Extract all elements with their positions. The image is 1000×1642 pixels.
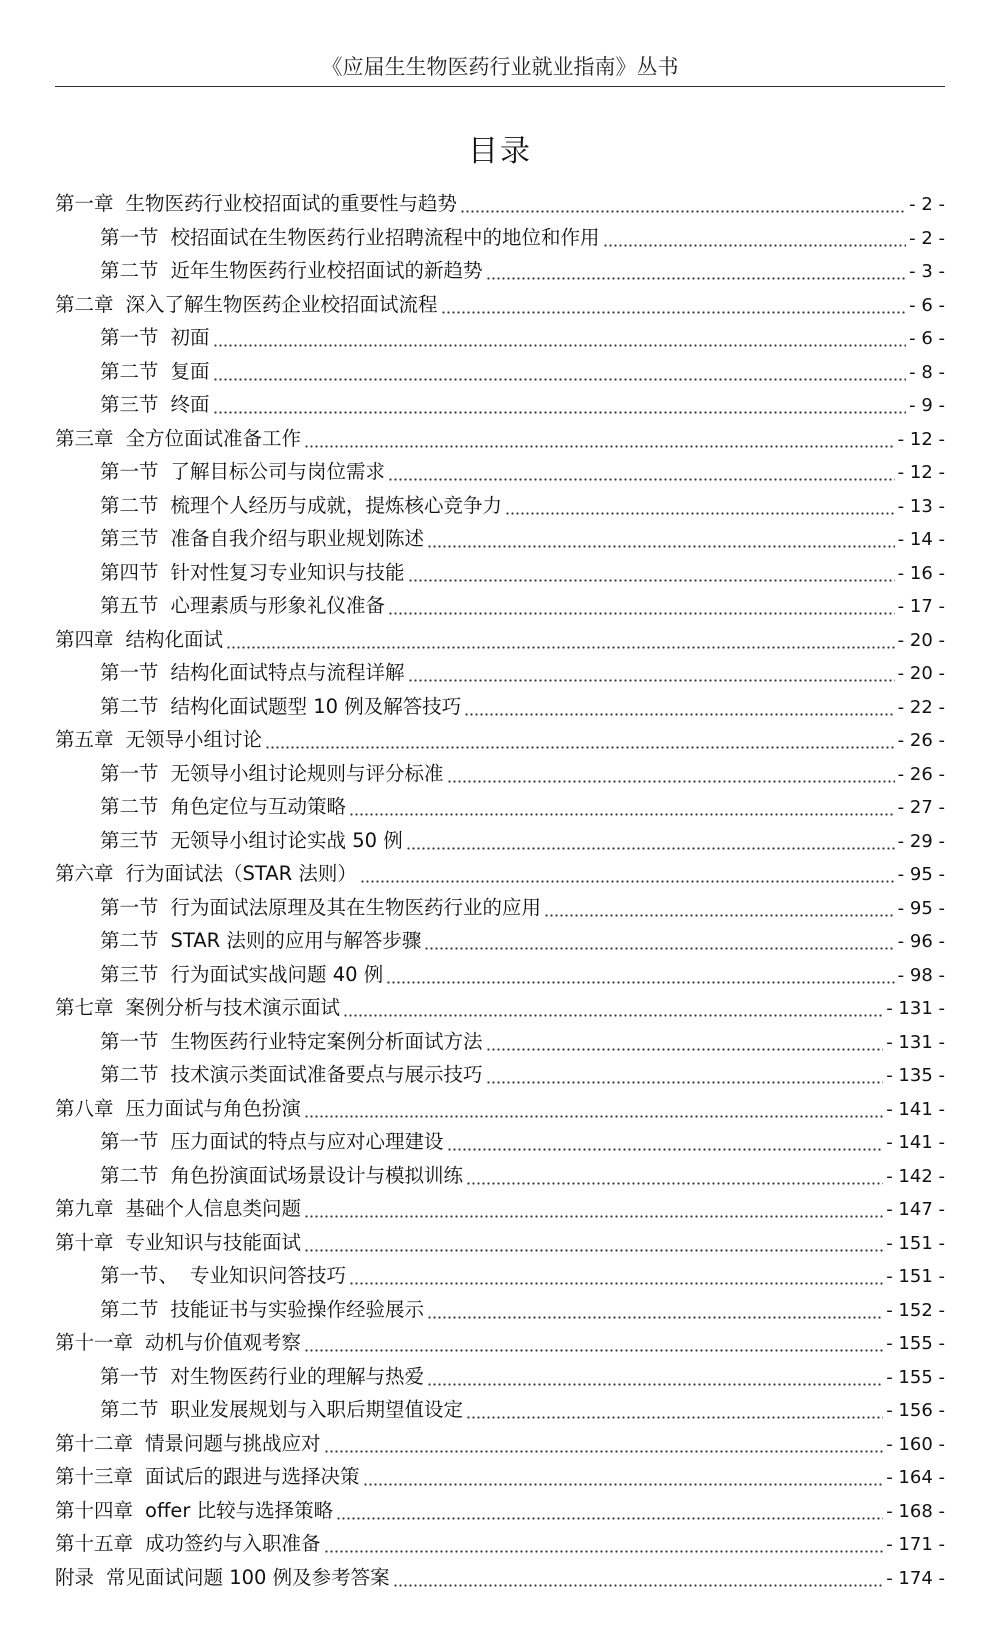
toc-chapter-entry[interactable] (55, 623, 945, 657)
toc-entry-number: 第十五章 (55, 1532, 134, 1555)
toc-section-entry[interactable] (55, 958, 945, 992)
toc-chapter-entry[interactable] (55, 1427, 945, 1461)
toc-page-number: - 6 - (909, 294, 945, 316)
toc-entry-title: 全方位面试准备工作 (125, 426, 302, 450)
toc-entry-title: 结构化面试特点与流程详解 (170, 661, 405, 684)
toc-entry-number: 第一节 (100, 460, 159, 483)
toc-page-number: - 174 - (886, 1567, 945, 1589)
toc-entry-number: 第二章 (55, 292, 114, 316)
toc-page-number: - 9 - (909, 395, 945, 416)
toc-entry-number: 第十三章 (55, 1465, 134, 1488)
toc-page-number: - 2 - (909, 227, 945, 249)
toc-section-entry[interactable] (55, 1293, 945, 1327)
toc-page-number: - 22 - (897, 696, 945, 718)
toc-dot-leader (466, 1393, 883, 1427)
toc-page-number: - 96 - (897, 931, 945, 952)
toc-page-number: - 8 - (909, 361, 945, 383)
toc-entry-number: 第一节、 (100, 1264, 179, 1287)
toc-dot-leader (466, 1159, 883, 1193)
toc-section-entry[interactable] (55, 1259, 945, 1293)
toc-page-number: - 147 - (886, 1199, 945, 1220)
toc-dot-leader (304, 1092, 883, 1126)
toc-chapter-entry[interactable] (55, 422, 945, 456)
toc-chapter-entry[interactable] (55, 1460, 945, 1494)
toc-entry-title: 案例分析与技术演示面试 (125, 996, 341, 1019)
toc-entry-title: 心理素质与形象礼仪准备 (170, 594, 386, 617)
toc-entry-title: 针对性复习专业知识与技能 (170, 560, 405, 584)
toc-chapter-entry[interactable] (55, 1561, 945, 1595)
toc-chapter-entry[interactable] (55, 723, 945, 757)
toc-dot-leader (226, 623, 895, 657)
toc-dot-leader (406, 824, 895, 858)
toc-dot-leader (393, 1561, 884, 1595)
toc-page-number: - 98 - (897, 964, 945, 986)
toc-dot-leader (486, 1025, 884, 1059)
toc-dot-leader (544, 891, 895, 925)
toc-section-entry[interactable] (55, 355, 945, 389)
toc-chapter-entry[interactable] (55, 1226, 945, 1260)
toc-entry-number: 第一节 (100, 895, 159, 919)
toc-section-entry[interactable] (55, 1360, 945, 1394)
toc-entry-number: 附录 (55, 1565, 95, 1589)
toc-entry-title: 职业发展规划与入职后期望值设定 (170, 1398, 464, 1421)
toc-dot-leader (386, 958, 894, 992)
toc-page-number: - 26 - (897, 763, 945, 785)
toc-dot-leader (324, 1527, 884, 1561)
toc-dot-leader (447, 1125, 884, 1159)
toc-entry-title: 校招面试在生物医药行业招聘流程中的地位和作用 (170, 225, 600, 249)
toc-dot-leader (363, 1460, 884, 1494)
toc-dot-leader (324, 1427, 884, 1461)
toc-entry-number: 第二节 (100, 259, 159, 282)
toc-entry-number: 第十章 (55, 1230, 114, 1254)
toc-entry-title: 基础个人信息类问题 (125, 1197, 302, 1220)
toc-dot-leader (388, 455, 895, 489)
toc-entry-title: 准备自我介绍与职业规划陈述 (170, 527, 425, 550)
toc-dot-leader (304, 1326, 883, 1360)
toc-dot-leader (603, 221, 907, 255)
toc-entry-number: 第二节 (100, 359, 159, 383)
toc-entry-title: 情景问题与挑战应对 (145, 1431, 321, 1455)
toc-page-number: - 95 - (897, 864, 945, 885)
toc-section-entry[interactable] (55, 388, 945, 422)
toc-entry-number: 第一节 (100, 661, 159, 684)
toc-dot-leader (304, 1226, 883, 1260)
toc-entry-title: 无领导小组讨论 (125, 728, 263, 751)
toc-page-number: - 13 - (897, 495, 945, 517)
toc-entry-number: 第十四章 (55, 1498, 134, 1522)
toc-entry-title: 技能证书与实验操作经验展示 (170, 1297, 425, 1321)
table-of-contents (55, 187, 945, 1594)
toc-page-number: - 155 - (886, 1333, 945, 1354)
toc-section-entry[interactable] (55, 522, 945, 556)
toc-page-number: - 16 - (897, 562, 945, 584)
toc-page-number: - 160 - (886, 1433, 945, 1455)
toc-page-number: - 141 - (886, 1132, 945, 1153)
toc-entry-title: 复面 (170, 359, 210, 383)
toc-page-number: - 141 - (886, 1098, 945, 1120)
toc-entry-title: 动机与价值观考察 (145, 1331, 302, 1354)
toc-chapter-entry[interactable] (55, 991, 945, 1025)
toc-entry-title: 对生物医药行业的理解与热爱 (170, 1364, 425, 1388)
toc-entry-number: 第三节 (100, 962, 159, 986)
toc-entry-title: 结构化面试 (125, 627, 224, 651)
toc-entry-number: 第一节 (100, 225, 159, 249)
toc-dot-leader (408, 556, 895, 590)
toc-chapter-entry[interactable] (55, 1092, 945, 1126)
toc-entry-number: 第二节 (100, 929, 159, 952)
toc-section-entry[interactable] (55, 924, 945, 958)
toc-dot-leader (213, 355, 907, 389)
toc-page-number: - 3 - (909, 261, 945, 282)
toc-entry-title: 梳理个人经历与成就，提炼核心竞争力 (170, 493, 503, 517)
toc-entry-number: 第五节 (100, 594, 159, 617)
toc-section-entry[interactable] (55, 690, 945, 724)
toc-page-number: - 135 - (886, 1065, 945, 1086)
toc-entry-number: 第三节 (100, 527, 159, 550)
toc-entry-number: 第一章 (55, 192, 114, 215)
toc-page-number: - 26 - (897, 730, 945, 751)
toc-entry-number: 第一节 (100, 1130, 159, 1153)
toc-entry-number: 第一节 (100, 761, 159, 785)
toc-entry-title: 了解目标公司与岗位需求 (170, 460, 386, 483)
toc-entry-title: 角色扮演面试场景设计与模拟训练 (170, 1163, 464, 1187)
toc-entry-number: 第四节 (100, 560, 159, 584)
toc-dot-leader (349, 1259, 883, 1293)
toc-dot-leader (336, 1494, 883, 1528)
toc-entry-number: 第二节 (100, 1297, 159, 1321)
toc-entry-number: 第四章 (55, 627, 114, 651)
toc-entry-number: 第八章 (55, 1096, 114, 1120)
toc-entry-title: 压力面试的特点与应对心理建设 (170, 1130, 444, 1153)
toc-entry-title: 专业知识与技能面试 (125, 1230, 302, 1254)
toc-page-number: - 14 - (897, 529, 945, 550)
toc-dot-leader (460, 187, 906, 221)
toc-section-entry[interactable] (55, 1159, 945, 1193)
toc-section-entry[interactable] (55, 757, 945, 791)
toc-dot-leader (304, 422, 895, 456)
toc-chapter-entry[interactable] (55, 1494, 945, 1528)
toc-entry-title: 近年生物医药行业校招面试的新趋势 (170, 259, 483, 282)
toc-page-number: - 29 - (897, 830, 945, 852)
toc-section-entry[interactable] (55, 1025, 945, 1059)
toc-entry-title: 面试后的跟进与选择决策 (145, 1465, 360, 1488)
toc-chapter-entry[interactable] (55, 1326, 945, 1360)
toc-entry-number: 第一节 (100, 326, 159, 349)
toc-entry-number: 第二节 (100, 1398, 159, 1421)
toc-entry-number: 第二节 (100, 795, 159, 818)
toc-page-number: - 131 - (886, 998, 945, 1019)
toc-dot-leader (265, 723, 895, 757)
toc-entry-number: 第三节 (100, 393, 159, 416)
toc-dot-leader (427, 1360, 883, 1394)
series-title: 《应届生生物医药行业就业指南》丛书 (321, 55, 679, 79)
toc-entry-number: 第一节 (100, 1029, 159, 1053)
toc-section-entry[interactable] (55, 455, 945, 489)
toc-section-entry[interactable] (55, 656, 945, 690)
toc-entry-title: 技术演示类面试准备要点与展示技巧 (170, 1063, 483, 1086)
toc-page-number: - 12 - (897, 462, 945, 483)
toc-entry-number: 第一节 (100, 1364, 159, 1388)
toc-section-entry[interactable] (55, 254, 945, 288)
toc-page-number: - 151 - (886, 1266, 945, 1287)
toc-entry-number: 第十二章 (55, 1431, 134, 1455)
toc-chapter-entry[interactable] (55, 1527, 945, 1561)
toc-entry-number: 第三节 (100, 828, 159, 852)
toc-page-number: - 152 - (886, 1299, 945, 1321)
toc-section-entry[interactable] (55, 489, 945, 523)
toc-page-number: - 131 - (886, 1031, 945, 1053)
toc-section-entry[interactable] (55, 1058, 945, 1092)
toc-section-entry[interactable] (55, 589, 945, 623)
toc-dot-leader (486, 1058, 884, 1092)
toc-entry-title: 角色定位与互动策略 (170, 795, 347, 818)
toc-section-entry[interactable] (55, 1393, 945, 1427)
toc-dot-leader (486, 254, 907, 288)
running-header (55, 50, 945, 87)
toc-section-entry[interactable] (55, 790, 945, 824)
toc-dot-leader (213, 321, 907, 355)
toc-entry-title: 无领导小组讨论规则与评分标准 (170, 761, 444, 785)
toc-chapter-entry[interactable] (55, 857, 945, 891)
toc-entry-number: 第二节 (100, 1163, 159, 1187)
toc-section-entry[interactable] (55, 556, 945, 590)
toc-entry-title: 结构化面试题型 10 例及解答技巧 (170, 694, 462, 718)
toc-entry-title: 行为面试法原理及其在生物医药行业的应用 (170, 895, 542, 919)
toc-page-number: - 151 - (886, 1232, 945, 1254)
toc-entry-number: 第二节 (100, 1063, 159, 1086)
toc-page-number: - 171 - (886, 1534, 945, 1555)
toc-section-entry[interactable] (55, 321, 945, 355)
toc-page-number: - 142 - (886, 1165, 945, 1187)
toc-section-entry[interactable] (55, 221, 945, 255)
toc-section-entry[interactable] (55, 1125, 945, 1159)
toc-dot-leader (360, 857, 895, 891)
toc-dot-leader (388, 589, 895, 623)
toc-entry-number: 第九章 (55, 1197, 114, 1220)
toc-dot-leader (304, 1192, 883, 1226)
toc-chapter-entry[interactable] (55, 1192, 945, 1226)
toc-entry-number: 第七章 (55, 996, 114, 1019)
toc-entry-title: 行为面试实战问题 40 例 (170, 962, 384, 986)
toc-entry-title: 专业知识问答技巧 (190, 1264, 347, 1287)
toc-entry-number: 第五章 (55, 728, 114, 751)
toc-dot-leader (505, 489, 895, 523)
toc-page-number: - 95 - (897, 897, 945, 919)
toc-section-entry[interactable] (55, 891, 945, 925)
toc-entry-title: 常见面试问题 100 例及参考答案 (106, 1565, 390, 1589)
toc-entry-title: 生物医药行业校招面试的重要性与趋势 (125, 192, 458, 215)
toc-page-number: - 168 - (886, 1500, 945, 1522)
toc-page-number: - 156 - (886, 1400, 945, 1421)
toc-page-number: - 17 - (897, 596, 945, 617)
toc-page-number: - 155 - (886, 1366, 945, 1388)
toc-entry-title: 无领导小组讨论实战 50 例 (170, 828, 403, 852)
toc-entry-number: 第二节 (100, 493, 159, 517)
toc-dot-leader (441, 288, 907, 322)
toc-section-entry[interactable] (55, 824, 945, 858)
toc-entry-title: 行为面试法（STAR 法则） (125, 862, 357, 885)
toc-page-number: - 27 - (897, 797, 945, 818)
toc-entry-title: 成功签约与入职准备 (145, 1532, 321, 1555)
toc-chapter-entry[interactable] (55, 187, 945, 221)
toc-dot-leader (349, 790, 895, 824)
toc-entry-title: 压力面试与角色扮演 (125, 1096, 302, 1120)
toc-dot-leader (447, 757, 895, 791)
toc-dot-leader (464, 690, 894, 724)
toc-page-number: - 12 - (897, 428, 945, 450)
toc-entry-title: 初面 (170, 326, 210, 349)
toc-entry-number: 第十一章 (55, 1331, 134, 1354)
toc-dot-leader (343, 991, 883, 1025)
toc-entry-title: 深入了解生物医药企业校招面试流程 (125, 292, 438, 316)
toc-page-number: - 20 - (897, 663, 945, 684)
page-title: 目录 (468, 134, 532, 169)
toc-page-number: - 164 - (886, 1467, 945, 1488)
toc-entry-title: STAR 法则的应用与解答步骤 (170, 929, 422, 952)
toc-dot-leader (427, 1293, 883, 1327)
toc-entry-number: 第六章 (55, 862, 114, 885)
toc-dot-leader (427, 522, 895, 556)
toc-chapter-entry[interactable] (55, 288, 945, 322)
toc-entry-number: 第三章 (55, 426, 114, 450)
toc-dot-leader (213, 388, 907, 422)
toc-entry-number: 第二节 (100, 694, 159, 718)
toc-entry-title: 生物医药行业特定案例分析面试方法 (170, 1029, 483, 1053)
toc-page-number: - 20 - (897, 629, 945, 651)
toc-entry-title: 终面 (170, 393, 210, 416)
toc-dot-leader (408, 656, 895, 690)
toc-page-number: - 2 - (909, 194, 945, 215)
toc-entry-title: offer 比较与选择策略 (145, 1498, 334, 1522)
toc-page-number: - 6 - (909, 328, 945, 349)
toc-dot-leader (424, 924, 894, 958)
